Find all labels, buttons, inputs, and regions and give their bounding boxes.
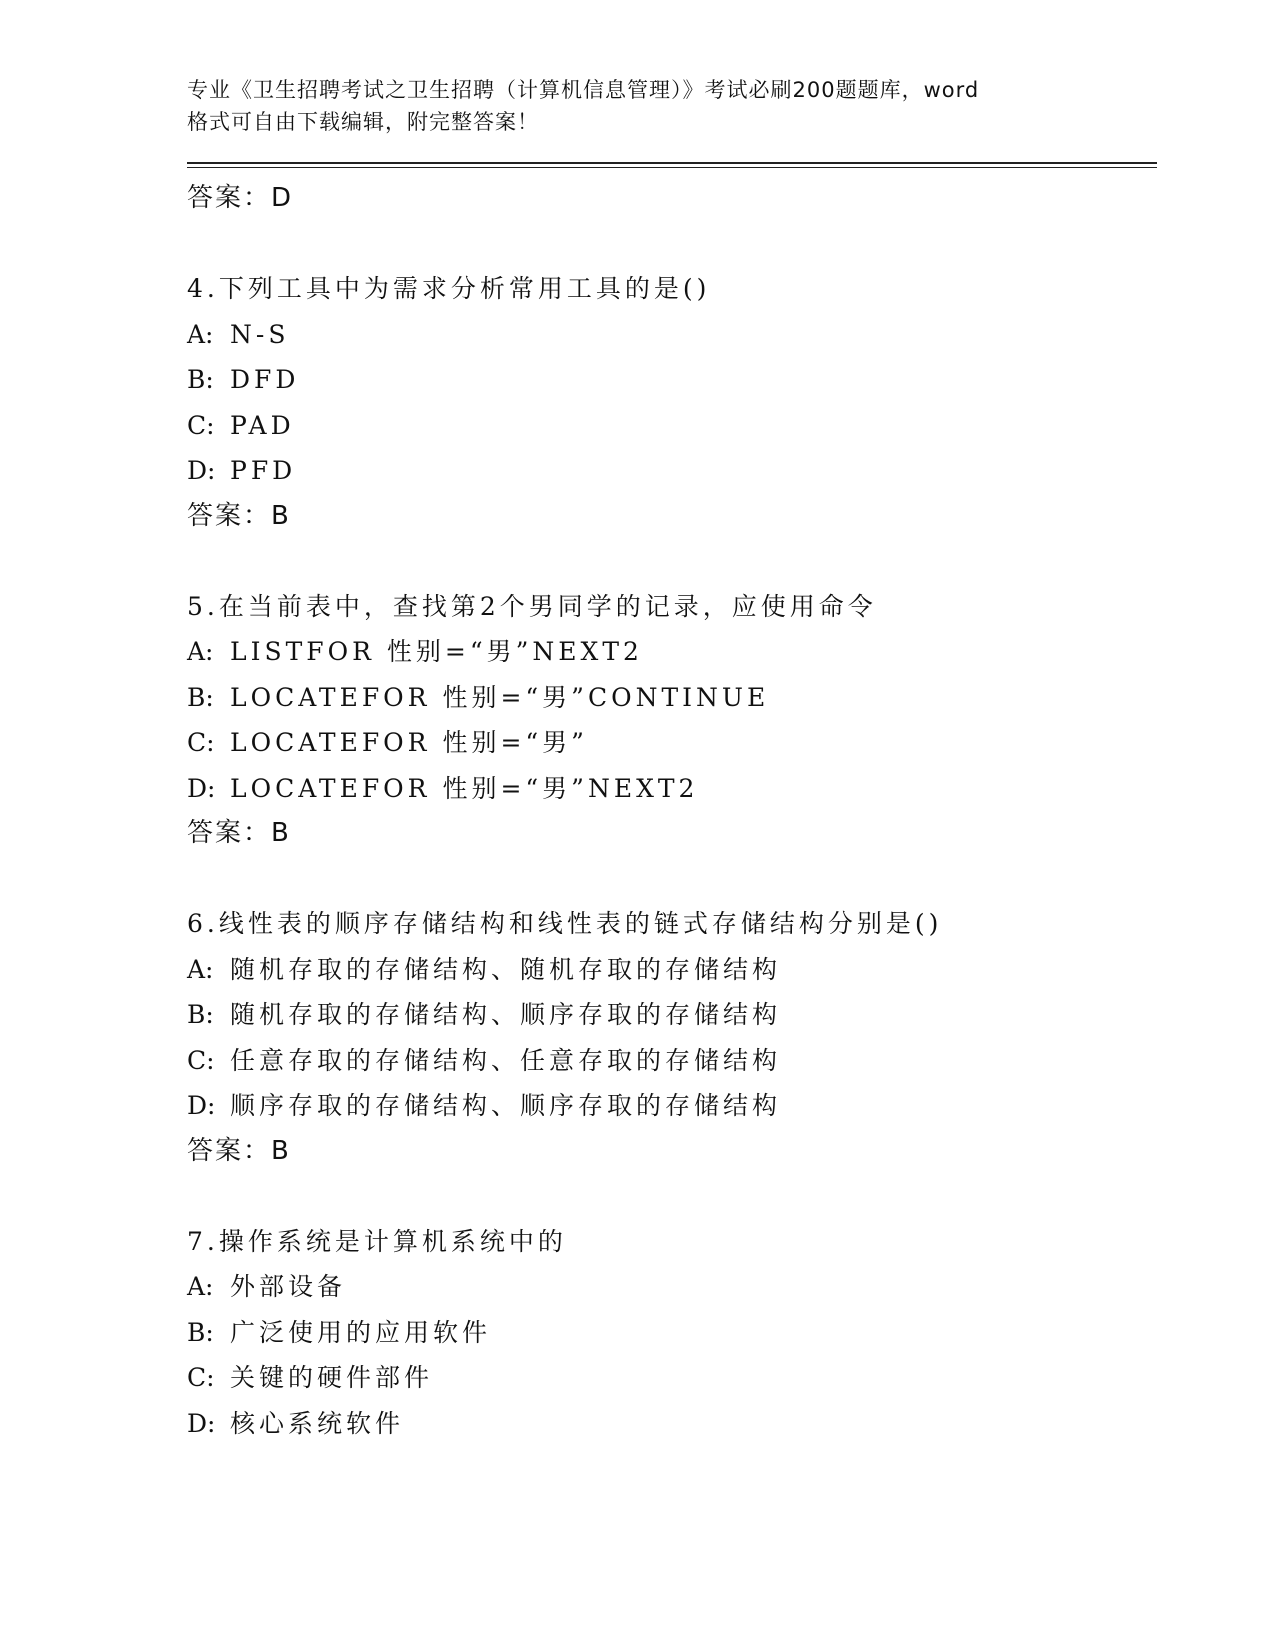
option-text: 顺序存取的存储结构、顺序存取的存储结构 — [230, 1091, 782, 1120]
question-block — [187, 901, 1157, 1174]
question-option — [187, 992, 1157, 1038]
header-divider — [187, 162, 1157, 168]
option-letter: B: — [187, 1317, 214, 1347]
option-text: 随机存取的存储结构、随机存取的存储结构 — [230, 954, 782, 984]
question-option — [187, 448, 1157, 494]
option-text: N-S — [230, 319, 290, 349]
question-option — [187, 357, 1157, 403]
option-letter: C: — [187, 1363, 215, 1392]
header-line-1: 专业《卫生招聘考试之卫生招聘（计算机信息管理）》考试必刷200题题库，word — [187, 78, 980, 102]
document-page — [187, 74, 1157, 1446]
question-list — [187, 266, 1157, 1446]
question-block — [187, 1219, 1157, 1447]
answer-label: 答案：B — [187, 818, 291, 848]
option-letter: D: — [187, 456, 216, 485]
option-letter: D: — [187, 1091, 216, 1120]
option-text: LOCATEFOR 性别=“男”NEXT2 — [230, 773, 699, 803]
question-option — [187, 629, 1157, 675]
option-text: 广泛使用的应用软件 — [230, 1317, 492, 1347]
question-option — [187, 947, 1157, 993]
option-text: LOCATEFOR 性别=“男” — [230, 728, 588, 757]
option-letter: C: — [187, 1045, 215, 1075]
option-text: 外部设备 — [230, 1272, 347, 1301]
question-title: 7.操作系统是计算机系统中的 — [187, 1226, 567, 1256]
option-letter: B: — [187, 365, 214, 394]
option-letter: C: — [187, 728, 215, 757]
question-option — [187, 675, 1157, 721]
option-letter: C: — [187, 410, 215, 440]
header-line-2: 格式可自由下载编辑，附完整答案！ — [187, 110, 539, 134]
option-text: 关键的硬件部件 — [230, 1363, 434, 1392]
document-header — [187, 74, 1087, 138]
option-letter: A: — [187, 954, 214, 984]
option-letter: A: — [187, 1272, 214, 1301]
option-letter: B: — [187, 1000, 214, 1029]
question-option — [187, 1083, 1157, 1129]
answer-label: 答案：B — [187, 1135, 291, 1166]
option-letter: B: — [187, 682, 214, 712]
option-text: LISTFOR 性别=“男”NEXT2 — [230, 637, 643, 666]
question-option — [187, 1038, 1157, 1084]
option-text: DFD — [230, 365, 300, 394]
question-option — [187, 1401, 1157, 1447]
question-title: 6.线性表的顺序存储结构和线性表的链式存储结构分别是() — [187, 909, 943, 938]
answer-label: 答案：B — [187, 500, 291, 531]
question-title: 4.下列工具中为需求分析常用工具的是() — [187, 274, 711, 303]
option-text: 任意存取的存储结构、任意存取的存储结构 — [230, 1045, 782, 1075]
question-block — [187, 584, 1157, 857]
option-text: PAD — [230, 410, 295, 440]
question-option — [187, 403, 1157, 449]
option-text: 随机存取的存储结构、顺序存取的存储结构 — [230, 1000, 782, 1029]
question-option — [187, 766, 1157, 812]
option-letter: D: — [187, 773, 216, 803]
question-option — [187, 720, 1157, 766]
option-letter: D: — [187, 1408, 216, 1438]
question-option — [187, 312, 1157, 358]
question-option — [187, 1310, 1157, 1356]
answer-label: 答案：D — [187, 183, 294, 213]
question-title: 5.在当前表中，查找第2个男同学的记录，应使用命令 — [187, 591, 877, 621]
option-text: 核心系统软件 — [230, 1408, 405, 1438]
option-text: PFD — [230, 456, 297, 485]
question-option — [187, 1264, 1157, 1310]
option-letter: A: — [187, 319, 214, 349]
question-block — [187, 266, 1157, 539]
question-option — [187, 1355, 1157, 1401]
option-letter: A: — [187, 637, 214, 666]
option-text: LOCATEFOR 性别=“男”CONTINUE — [230, 682, 770, 712]
